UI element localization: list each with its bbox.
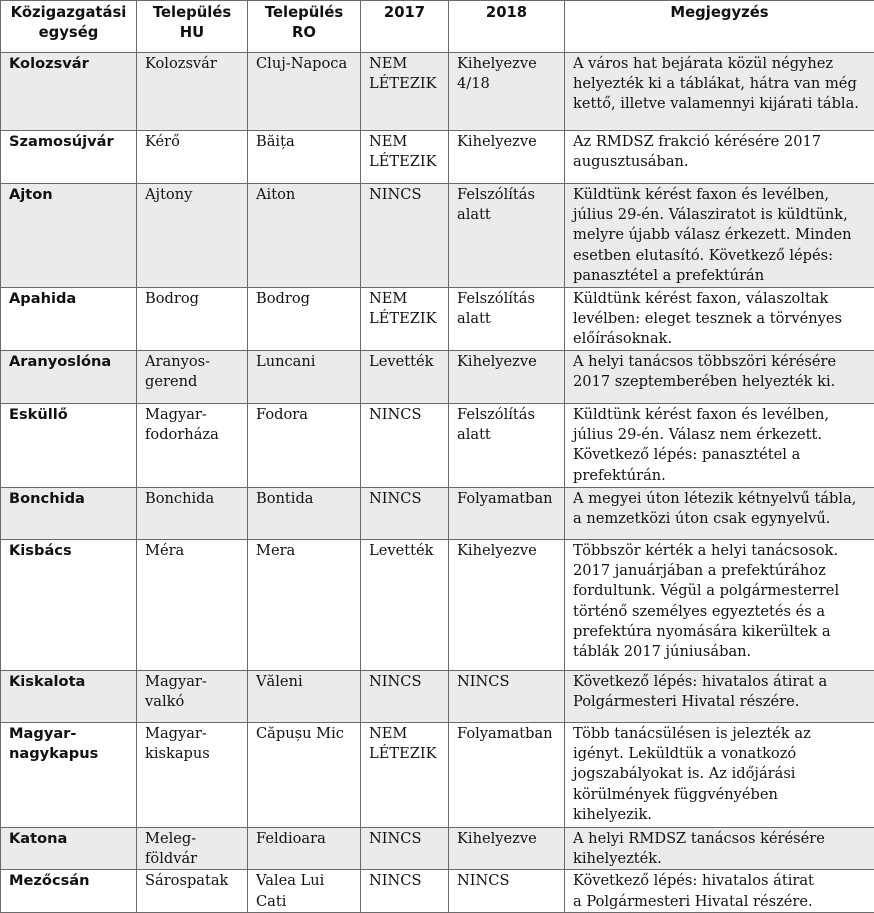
status-2017-cell: NINCS — [361, 671, 449, 723]
header-2017: 2017 — [361, 1, 449, 53]
settlement-hu-cell: Bodrog — [137, 288, 248, 351]
status-2018-cell: Kihelyezve — [449, 351, 565, 404]
note-cell: Küldtünk kérést faxon, válaszoltak levélben: eleget tesznek a törvényes előírásoknak. — [565, 288, 874, 351]
note-cell: Következő lépés: hivatalos átirat a Polgármesteri Hivatal részére. — [565, 671, 874, 723]
settlement-hu-cell: Kolozsvár — [137, 53, 248, 131]
table-row — [1, 184, 874, 288]
table-row — [1, 540, 874, 671]
table-row — [1, 671, 874, 723]
status-2018-cell: NINCS — [449, 870, 565, 913]
settlement-ro-cell: Căpușu Mic — [248, 723, 361, 828]
table-row — [1, 723, 874, 828]
settlement-ro-cell: Bodrog — [248, 288, 361, 351]
status-2017-cell: NEM LÉTEZIK — [361, 53, 449, 131]
note-cell: A megyei úton létezik kétnyelvű tábla, a nemzetközi úton csak egynyelvű. — [565, 488, 874, 540]
status-2018-cell: Felszólítás alatt — [449, 404, 565, 488]
settlement-ro-cell: Feldioara — [248, 828, 361, 870]
status-2017-cell: Levették — [361, 351, 449, 404]
settlement-hu-cell: Magyar- kiskapus — [137, 723, 248, 828]
status-2017-cell: NINCS — [361, 488, 449, 540]
unit-cell: Ajton — [1, 184, 137, 288]
unit-cell: Magyar- nagykapus — [1, 723, 137, 828]
note-cell: Az RMDSZ frakció kérésére 2017 augusztusában. — [565, 131, 874, 184]
settlement-ro-cell: Văleni — [248, 671, 361, 723]
table-row — [1, 288, 874, 351]
status-2018-cell: Folyamatban — [449, 723, 565, 828]
table-row — [1, 404, 874, 488]
status-2017-cell: NINCS — [361, 404, 449, 488]
header-settlement-hu: Település HU — [137, 1, 248, 53]
note-cell: Küldtünk kérést faxon és levélben, július 29-én. Válasz nem érkezett. Következő lépés: panasztétel a prefektúrán. — [565, 404, 874, 488]
note-cell: Többször kérték a helyi tanácsosok. 2017 januárjában a prefektúrához fordultunk. Végül a polgármesterrel történő személyes egyeztetés és a prefektúra nyomására kikerültek a táblák 2017 júniusában. — [565, 540, 874, 671]
settlement-hu-cell: Aranyos- gerend — [137, 351, 248, 404]
table-row — [1, 828, 874, 870]
status-2018-cell: Kihelyezve 4/18 — [449, 53, 565, 131]
note-cell: Több tanácsülésen is jelezték az igényt. Leküldtük a vonatkozó jogszabályokat is. Az időjárási körülmények függvényében kihelyezik. — [565, 723, 874, 828]
unit-cell: Kolozsvár — [1, 53, 137, 131]
header-settlement-ro: Település RO — [248, 1, 361, 53]
status-2018-cell: Kihelyezve — [449, 540, 565, 671]
settlement-hu-cell: Magyar- fodorháza — [137, 404, 248, 488]
unit-cell: Szamosújvár — [1, 131, 137, 184]
status-2017-cell: NEM LÉTEZIK — [361, 723, 449, 828]
settlement-hu-cell: Sárospatak — [137, 870, 248, 913]
unit-cell: Mezőcsán — [1, 870, 137, 913]
status-2018-cell: Kihelyezve — [449, 131, 565, 184]
settlement-ro-cell: Băița — [248, 131, 361, 184]
note-cell: Küldtünk kérést faxon és levélben, július 29-én. Válasziratot is küldtünk, melyre újabb válasz érkezett. Minden esetben elutasító. Következő lépés: panasztétel a prefektúrán — [565, 184, 874, 288]
table-row — [1, 131, 874, 184]
note-cell: A helyi tanácsos többszöri kérésére 2017 szeptemberében helyezték ki. — [565, 351, 874, 404]
unit-cell: Esküllő — [1, 404, 137, 488]
header-note: Megjegyzés — [565, 1, 874, 53]
note-cell: A helyi RMDSZ tanácsos kérésére kihelyezték. — [565, 828, 874, 870]
note-cell: Következő lépés: hivatalos átirat a Polgármesteri Hivatal részére. — [565, 870, 874, 913]
settlement-ro-cell: Aiton — [248, 184, 361, 288]
status-2017-cell: NINCS — [361, 828, 449, 870]
settlement-ro-cell: Cluj-Napoca — [248, 53, 361, 131]
settlement-ro-cell: Valea Lui Cati — [248, 870, 361, 913]
settlement-ro-cell: Fodora — [248, 404, 361, 488]
table-row — [1, 870, 874, 913]
status-2018-cell: NINCS — [449, 671, 565, 723]
note-cell: A város hat bejárata közül négyhez helyezték ki a táblákat, hátra van még kettő, illetve valamennyi kijárati tábla. — [565, 53, 874, 131]
status-2017-cell: Levették — [361, 540, 449, 671]
status-2018-cell: Folyamatban — [449, 488, 565, 540]
unit-cell: Kisbács — [1, 540, 137, 671]
unit-cell: Bonchida — [1, 488, 137, 540]
header-2018: 2018 — [449, 1, 565, 53]
status-2017-cell: NINCS — [361, 870, 449, 913]
settlement-hu-cell: Ajtony — [137, 184, 248, 288]
status-2018-cell: Kihelyezve — [449, 828, 565, 870]
settlement-hu-cell: Meleg- földvár — [137, 828, 248, 870]
table-header — [1, 1, 874, 53]
settlement-ro-cell: Luncani — [248, 351, 361, 404]
unit-cell: Kiskalota — [1, 671, 137, 723]
settlement-hu-cell: Méra — [137, 540, 248, 671]
status-2018-cell: Felszólítás alatt — [449, 288, 565, 351]
settlement-ro-cell: Bontida — [248, 488, 361, 540]
settlement-hu-cell: Magyar- valkó — [137, 671, 248, 723]
unit-cell: Katona — [1, 828, 137, 870]
settlement-ro-cell: Mera — [248, 540, 361, 671]
status-2017-cell: NEM LÉTEZIK — [361, 288, 449, 351]
unit-cell: Apahida — [1, 288, 137, 351]
settlement-hu-cell: Kérő — [137, 131, 248, 184]
settlement-hu-cell: Bonchida — [137, 488, 248, 540]
status-2017-cell: NEM LÉTEZIK — [361, 131, 449, 184]
status-2017-cell: NINCS — [361, 184, 449, 288]
table-row — [1, 53, 874, 131]
table-row — [1, 488, 874, 540]
status-2018-cell: Felszólítás alatt — [449, 184, 565, 288]
header-unit: Közigazgatási egység — [1, 1, 137, 53]
unit-cell: Aranyoslóna — [1, 351, 137, 404]
table-row — [1, 351, 874, 404]
